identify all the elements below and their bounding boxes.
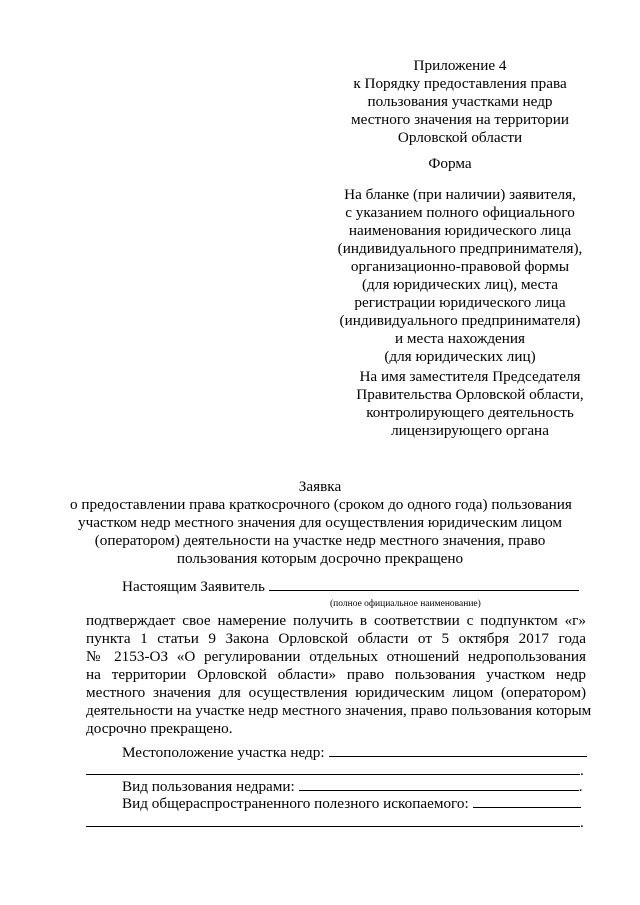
end-dot: . xyxy=(578,778,583,795)
title-line: (оператором) деятельности на участке недр местного значения, право xyxy=(94,532,546,549)
blank-note-line: и места нахождения xyxy=(394,330,526,347)
body-line: № 2153-ОЗ «О регулировании отдельных отношений недропользования xyxy=(86,648,586,665)
blank-note-line: наименования юридического лица xyxy=(348,222,572,239)
document-title xyxy=(70,478,570,568)
addressee-line: Правительства Орловской области, xyxy=(356,386,584,403)
applicant-label: Настоящим Заявитель xyxy=(122,578,265,595)
mineral-row xyxy=(122,793,581,813)
appendix-line: Приложение 4 xyxy=(413,57,507,74)
title-heading: Заявка xyxy=(298,478,342,495)
addressee xyxy=(340,368,600,440)
body-line: подтверждает свое намерение получить в соответствии с подпунктом «г» xyxy=(86,612,586,629)
mineral-field[interactable] xyxy=(473,793,581,808)
title-line: участком недр местного значения для осуществления юридическим лицом xyxy=(77,514,562,531)
body-line: пункта 1 статьи 9 Закона Орловской области от 5 октября 2017 года xyxy=(86,630,586,647)
blank-note-line: с указанием полного официального xyxy=(345,204,575,221)
title-line: о предоставлении права краткосрочного (сроком до одного года) пользования xyxy=(70,496,572,513)
blank-note xyxy=(320,186,600,366)
blank-note-line: регистрации юридического лица xyxy=(354,294,566,311)
end-dot: . xyxy=(580,814,584,831)
appendix-header xyxy=(310,57,610,147)
usage-field[interactable] xyxy=(299,776,579,791)
end-dot: . xyxy=(580,762,584,779)
appendix-line: Орловской области xyxy=(397,129,523,146)
applicant-caption: (полное официальное наименование) xyxy=(330,599,481,609)
blank-note-line: (для юридических лиц) xyxy=(384,348,536,365)
mineral-field-continuation[interactable] xyxy=(86,812,580,827)
title-line: пользования которым досрочно прекращено xyxy=(176,550,464,567)
appendix-line: пользования участками недр xyxy=(367,93,553,110)
body-line: деятельности на участке недр местного значения, право пользования которым xyxy=(86,702,592,719)
location-field-continuation[interactable] xyxy=(86,760,580,775)
body-line: на территории Орловской области» право пользования участком недр xyxy=(86,666,586,683)
blank-note-line: (для юридических лиц), места xyxy=(362,276,558,293)
blank-note-line: организационно-правовой формы xyxy=(350,258,570,275)
body-line: местного значения для осуществления юридическим лицом (оператором) xyxy=(86,684,586,701)
body-line: досрочно прекращено. xyxy=(86,720,233,737)
addressee-line: контролирующего деятельность xyxy=(366,404,574,421)
appendix-line: к Порядку предоставления права xyxy=(353,75,567,92)
location-row xyxy=(122,742,587,762)
applicant-name-field[interactable] xyxy=(269,576,579,591)
mineral-label: Вид общераспространенного полезного ископаемого: xyxy=(122,795,469,812)
mineral-continuation xyxy=(86,812,584,832)
usage-label: Вид пользования недрами: xyxy=(122,778,295,795)
form-label: Форма xyxy=(428,155,472,172)
location-field[interactable] xyxy=(329,742,587,757)
body-paragraph xyxy=(86,612,592,738)
addressee-line: лицензирующего органа xyxy=(391,422,549,439)
appendix-line: местного значения на территории xyxy=(351,111,569,128)
blank-note-line: (индивидуального предпринимателя), xyxy=(337,240,583,257)
blank-note-line: (индивидуального предпринимателя) xyxy=(339,312,581,329)
addressee-line: На имя заместителя Председателя xyxy=(359,368,581,385)
applicant-row xyxy=(122,576,579,596)
location-label: Местоположение участка недр: xyxy=(122,744,325,761)
blank-note-line: На бланке (при наличии) заявителя, xyxy=(344,186,576,203)
